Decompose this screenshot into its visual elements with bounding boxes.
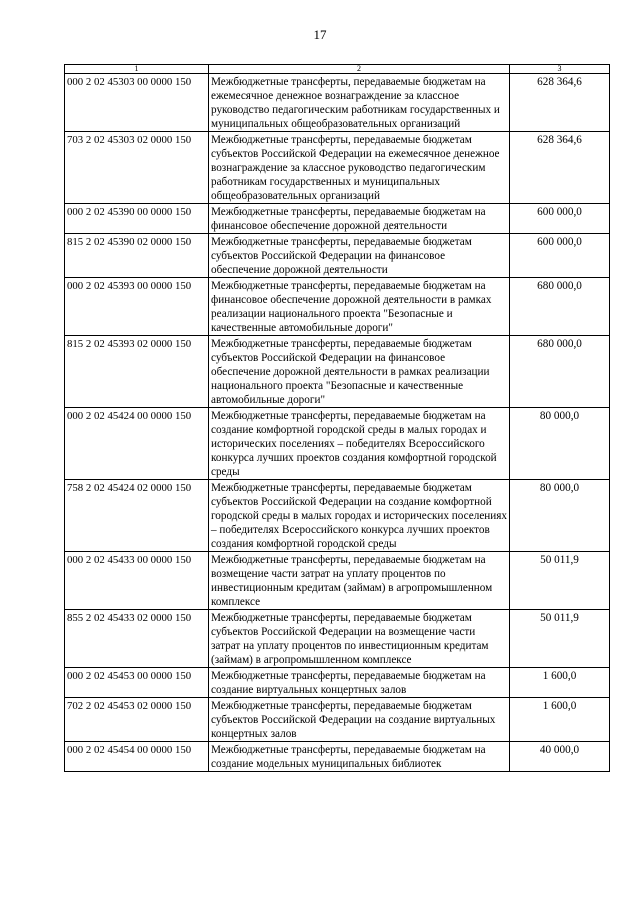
budget-table xyxy=(64,64,610,772)
description-cell: Межбюджетные трансферты, передаваемые бюджетам на финансовое обеспечение дорожной деятельности xyxy=(209,204,510,234)
table-row xyxy=(65,742,610,772)
table-row xyxy=(65,480,610,552)
table-row xyxy=(65,132,610,204)
table-row xyxy=(65,668,610,698)
description-cell: Межбюджетные трансферты, передаваемые бюджетам субъектов Российской Федерации на финансовое обеспечение дорожной деятельности в рамках реализации национального проекта "Безопасные и качественные автомобильные дороги" xyxy=(209,336,510,408)
amount-cell: 1 600,0 xyxy=(510,668,610,698)
header-row xyxy=(65,65,610,74)
description-cell: Межбюджетные трансферты, передаваемые бюджетам субъектов Российской Федерации на создание комфортной городской среды в малых городах и исторических поселениях – победителях Всероссийского конкурса лучших проектов создания комфортной городской среды xyxy=(209,480,510,552)
table-row xyxy=(65,552,610,610)
column-header-code: 1 xyxy=(65,65,209,74)
amount-cell: 628 364,6 xyxy=(510,132,610,204)
column-header-amount: 3 xyxy=(510,65,610,74)
amount-cell: 600 000,0 xyxy=(510,234,610,278)
description-cell: Межбюджетные трансферты, передаваемые бюджетам на финансовое обеспечение дорожной деятельности в рамках реализации национального проекта "Безопасные и качественные автомобильные дороги" xyxy=(209,278,510,336)
table-row xyxy=(65,204,610,234)
description-cell: Межбюджетные трансферты, передаваемые бюджетам на создание модельных муниципальных библиотек xyxy=(209,742,510,772)
budget-code-cell: 000 2 02 45303 00 0000 150 xyxy=(65,74,209,132)
budget-code-cell: 815 2 02 45393 02 0000 150 xyxy=(65,336,209,408)
description-cell: Межбюджетные трансферты, передаваемые бюджетам на создание виртуальных концертных залов xyxy=(209,668,510,698)
table-row xyxy=(65,336,610,408)
amount-cell: 680 000,0 xyxy=(510,278,610,336)
page-number: 17 xyxy=(313,27,327,42)
table-row xyxy=(65,278,610,336)
description-cell: Межбюджетные трансферты, передаваемые бюджетам субъектов Российской Федерации на возмещение части затрат на уплату процентов по инвестиционным кредитам (займам) в агропромышленном комплексе xyxy=(209,610,510,668)
budget-code-cell: 703 2 02 45303 02 0000 150 xyxy=(65,132,209,204)
budget-code-cell: 000 2 02 45393 00 0000 150 xyxy=(65,278,209,336)
budget-code-cell: 000 2 02 45454 00 0000 150 xyxy=(65,742,209,772)
description-cell: Межбюджетные трансферты, передаваемые бюджетам на создание комфортной городской среды в малых городах и исторических поселениях – победителях Всероссийского конкурса лучших проектов создания комфортной городской среды xyxy=(209,408,510,480)
description-cell: Межбюджетные трансферты, передаваемые бюджетам субъектов Российской Федерации на создание виртуальных концертных залов xyxy=(209,698,510,742)
amount-cell: 628 364,6 xyxy=(510,74,610,132)
amount-cell: 50 011,9 xyxy=(510,552,610,610)
description-cell: Межбюджетные трансферты, передаваемые бюджетам субъектов Российской Федерации на ежемесячное денежное вознаграждение за классное руководство педагогическим работникам государственных и муниципальных общеобразовательных организаций xyxy=(209,132,510,204)
amount-cell: 680 000,0 xyxy=(510,336,610,408)
table-row xyxy=(65,610,610,668)
table-row xyxy=(65,408,610,480)
amount-cell: 80 000,0 xyxy=(510,480,610,552)
budget-code-cell: 000 2 02 45433 00 0000 150 xyxy=(65,552,209,610)
budget-code-cell: 815 2 02 45390 02 0000 150 xyxy=(65,234,209,278)
budget-code-cell: 855 2 02 45433 02 0000 150 xyxy=(65,610,209,668)
amount-cell: 80 000,0 xyxy=(510,408,610,480)
description-cell: Межбюджетные трансферты, передаваемые бюджетам на возмещение части затрат на уплату процентов по инвестиционным кредитам (займам) в агропромышленном комплексе xyxy=(209,552,510,610)
amount-cell: 600 000,0 xyxy=(510,204,610,234)
table-row xyxy=(65,74,610,132)
amount-cell: 1 600,0 xyxy=(510,698,610,742)
budget-code-cell: 702 2 02 45453 02 0000 150 xyxy=(65,698,209,742)
amount-cell: 40 000,0 xyxy=(510,742,610,772)
table-row xyxy=(65,698,610,742)
budget-code-cell: 000 2 02 45424 00 0000 150 xyxy=(65,408,209,480)
table-row xyxy=(65,234,610,278)
budget-code-cell: 000 2 02 45453 00 0000 150 xyxy=(65,668,209,698)
amount-cell: 50 011,9 xyxy=(510,610,610,668)
column-header-description: 2 xyxy=(209,65,510,74)
budget-code-cell: 000 2 02 45390 00 0000 150 xyxy=(65,204,209,234)
description-cell: Межбюджетные трансферты, передаваемые бюджетам субъектов Российской Федерации на финансовое обеспечение дорожной деятельности xyxy=(209,234,510,278)
budget-code-cell: 758 2 02 45424 02 0000 150 xyxy=(65,480,209,552)
description-cell: Межбюджетные трансферты, передаваемые бюджетам на ежемесячное денежное вознаграждение за классное руководство педагогическим работникам государственных и муниципальных общеобразовательных организаций xyxy=(209,74,510,132)
